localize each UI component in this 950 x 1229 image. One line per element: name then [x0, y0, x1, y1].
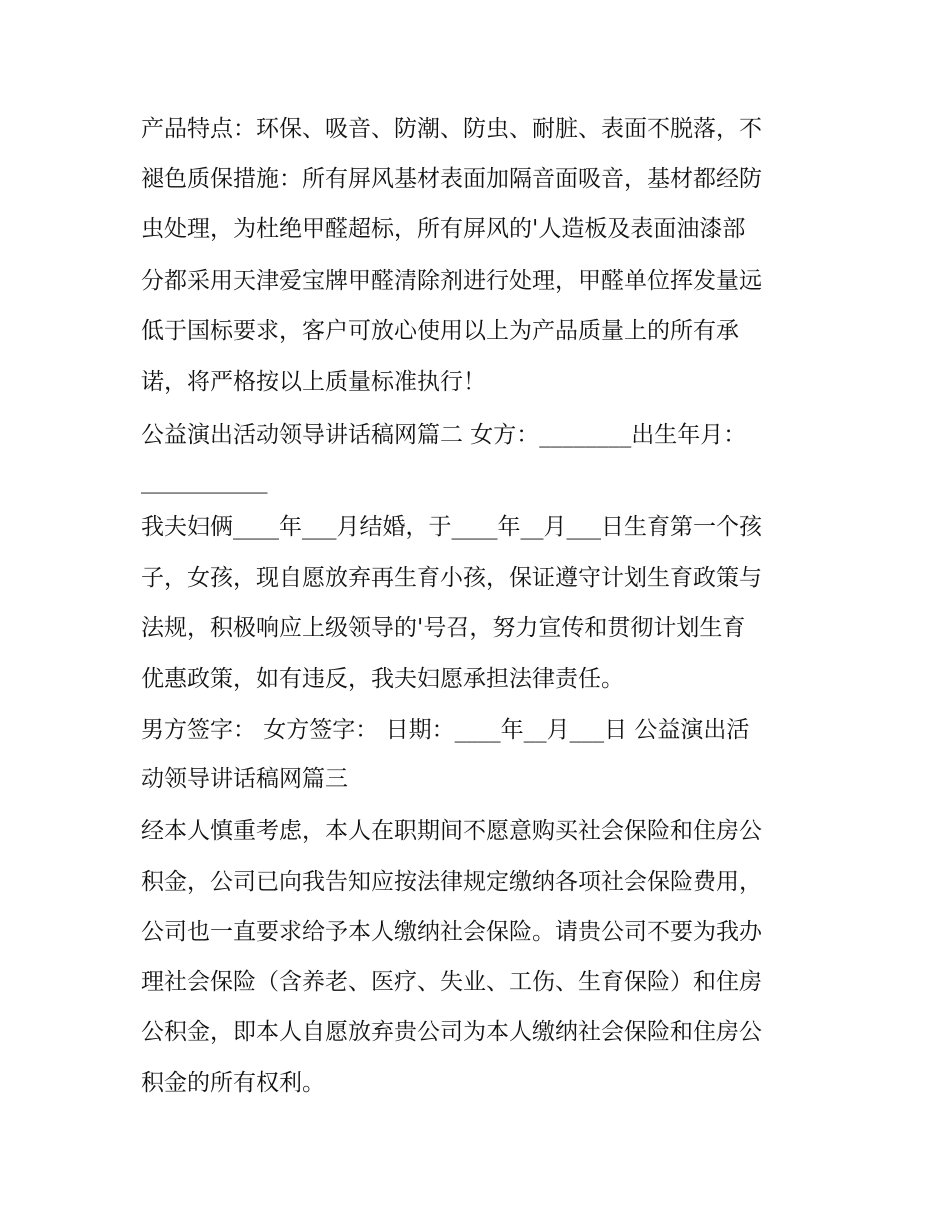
text-line: 低于国标要求，客户可放心使用以上为产品质量上的所有承	[141, 318, 739, 344]
text-line: 男方签字： 女方签字： 日期：____年__月___日 公益演出活	[141, 717, 750, 743]
text-line: ___________	[141, 468, 268, 494]
text-line: 优惠政策，如有违反，我夫妇愿承担法律责任。	[141, 666, 624, 692]
text-line: 分都采用天津爱宝牌甲醛清除剂进行处理，甲醛单位挥发量远	[141, 268, 762, 294]
text-line: 公积金，即本人自愿放弃贵公司为本人缴纳社会保险和住房公	[141, 1019, 762, 1045]
text-line: 我夫妇俩____年___月结婚，于____年__月___日生育第一个孩	[141, 514, 762, 540]
text-line: 公司也一直要求给予本人缴纳社会保险。请贵公司不要为我办	[141, 919, 762, 945]
text-line: 积金，公司已向我告知应按法律规定缴纳各项社会保险费用，	[141, 869, 762, 895]
text-line: 法规，积极响应上级领导的'号召，努力宣传和贯彻计划生育	[141, 615, 746, 641]
text-line: 积金的所有权利。	[141, 1070, 325, 1096]
text-line: 理社会保险（含养老、医疗、失业、工伤、生育保险）和住房	[141, 969, 762, 995]
text-line: 动领导讲话稿网篇三	[141, 766, 348, 792]
text-line: 褪色质保措施：所有屏风基材表面加隔音面吸音，基材都经防	[141, 166, 762, 192]
text-line: 子，女孩，现自愿放弃再生育小孩，保证遵守计划生育政策与	[141, 565, 762, 591]
text-line: 虫处理，为杜绝甲醛超标，所有屏风的'人造板及表面油漆部	[141, 216, 746, 242]
text-line: 经本人慎重考虑，本人在职期间不愿意购买社会保险和住房公	[141, 818, 762, 844]
text-line: 诺，将严格按以上质量标准执行！	[141, 369, 486, 395]
text-line: 产品特点：环保、吸音、防潮、防虫、耐脏、表面不脱落，不	[141, 116, 762, 142]
text-line: 公益演出活动领导讲话稿网篇二 女方：________出生年月：	[141, 422, 747, 448]
